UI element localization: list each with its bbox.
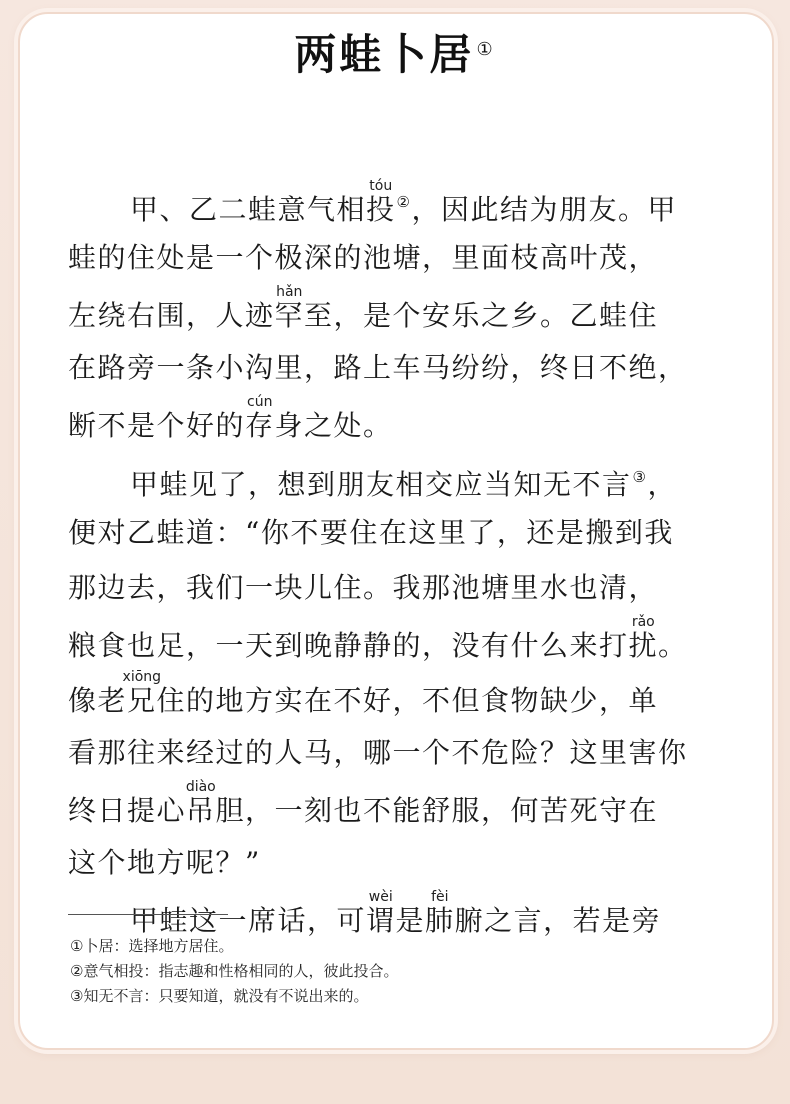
text-run: 左绕右围，人迹 bbox=[68, 299, 275, 332]
footnote-marker: ③ bbox=[632, 468, 648, 486]
pinyin: rǎo bbox=[628, 614, 659, 630]
text-line bbox=[68, 615, 708, 670]
pinyin-annotated-char bbox=[245, 394, 275, 442]
text-run: 蛙的住处是一个极深的池塘，里面枝高叶茂， bbox=[68, 241, 659, 274]
text-line bbox=[68, 505, 708, 560]
pinyin-annotated-char bbox=[122, 669, 162, 717]
text-run: ，因此结为朋友。甲 bbox=[411, 193, 677, 226]
text-line bbox=[68, 340, 708, 395]
pinyin: fèi bbox=[425, 889, 455, 905]
text-run: 甲、乙二蛙意气相 bbox=[130, 193, 367, 226]
text-line bbox=[68, 175, 708, 230]
annotated-char: 兄 bbox=[122, 684, 162, 717]
title-text: 两蛙卜居 bbox=[294, 30, 475, 79]
pinyin: xiōng bbox=[122, 669, 162, 685]
text-run: 甲蛙见了，想到朋友相交应当知无不言 bbox=[130, 468, 632, 501]
text-line bbox=[68, 285, 708, 340]
text-line bbox=[68, 560, 708, 615]
title-note-marker: ① bbox=[476, 39, 496, 60]
pinyin-annotated-char bbox=[425, 889, 455, 937]
pinyin: hǎn bbox=[274, 284, 305, 300]
text-line bbox=[68, 230, 708, 285]
text-run: 便对乙蛙道：“你不要住在这里了，还是搬到我 bbox=[68, 516, 674, 549]
text-run: 住的地方实在不好，不但食物缺少，单 bbox=[156, 684, 659, 717]
text-line bbox=[68, 670, 708, 725]
text-line bbox=[68, 450, 708, 505]
footnote-divider bbox=[68, 914, 228, 915]
pinyin-annotated-char bbox=[366, 889, 396, 937]
pinyin: cún bbox=[245, 394, 275, 410]
text-line bbox=[68, 725, 708, 780]
text-run: 断不是个好的 bbox=[68, 409, 246, 442]
story-text bbox=[68, 175, 708, 945]
pinyin-annotated-char bbox=[185, 779, 216, 827]
text-run: 粮食也足，一天到晚静静的，没有什么来打 bbox=[68, 629, 629, 662]
annotated-char: 谓 bbox=[366, 904, 396, 937]
pinyin: wèi bbox=[366, 889, 396, 905]
pinyin-annotated-char bbox=[274, 284, 305, 332]
text-run: 甲蛙这一席话，可 bbox=[130, 904, 367, 937]
text-run: 像老 bbox=[68, 684, 128, 717]
text-line bbox=[68, 780, 708, 835]
text-run: 这个地方呢？” bbox=[68, 846, 261, 879]
text-run: 至，是个安乐之乡。乙蛙住 bbox=[304, 299, 659, 332]
text-run: 是 bbox=[395, 904, 426, 937]
footnote-marker: ② bbox=[396, 193, 412, 211]
pinyin-annotated-char bbox=[366, 178, 396, 226]
annotated-char: 投 bbox=[366, 193, 396, 226]
annotated-char: 存 bbox=[245, 409, 275, 442]
text-run: 那边去，我们一块儿住。我那池塘里水也清， bbox=[68, 571, 659, 604]
annotated-char: 扰 bbox=[628, 629, 659, 662]
annotated-char: 罕 bbox=[274, 299, 305, 332]
text-run: 。 bbox=[658, 629, 688, 662]
pinyin: diào bbox=[185, 779, 216, 795]
text-run: 身之处。 bbox=[274, 409, 393, 442]
footnote-item: ③知无不言：只要知道，就没有不说出来的。 bbox=[70, 987, 369, 1005]
text-run: 胆，一刻也不能舒服，何苦死守在 bbox=[215, 794, 659, 827]
text-run: 腑之言，若是旁 bbox=[454, 904, 662, 937]
text-line bbox=[68, 395, 708, 450]
footnote-item: ②意气相投：指志趣和性格相同的人，彼此投合。 bbox=[70, 962, 399, 980]
pinyin-annotated-char bbox=[628, 614, 659, 662]
text-run: ， bbox=[647, 468, 677, 501]
footnote-item: ①卜居：选择地方居住。 bbox=[70, 937, 234, 955]
page-title bbox=[0, 22, 790, 82]
annotated-char: 吊 bbox=[185, 794, 216, 827]
footnotes bbox=[70, 934, 710, 1009]
text-run: 看那往来经过的人马，哪一个不危险？这里害你 bbox=[68, 736, 688, 769]
annotated-char: 肺 bbox=[425, 904, 455, 937]
text-line bbox=[68, 835, 708, 890]
pinyin: tóu bbox=[366, 178, 396, 194]
text-run: 终日提心 bbox=[68, 794, 187, 827]
text-run: 在路旁一条小沟里，路上车马纷纷，终日不绝， bbox=[68, 351, 688, 384]
